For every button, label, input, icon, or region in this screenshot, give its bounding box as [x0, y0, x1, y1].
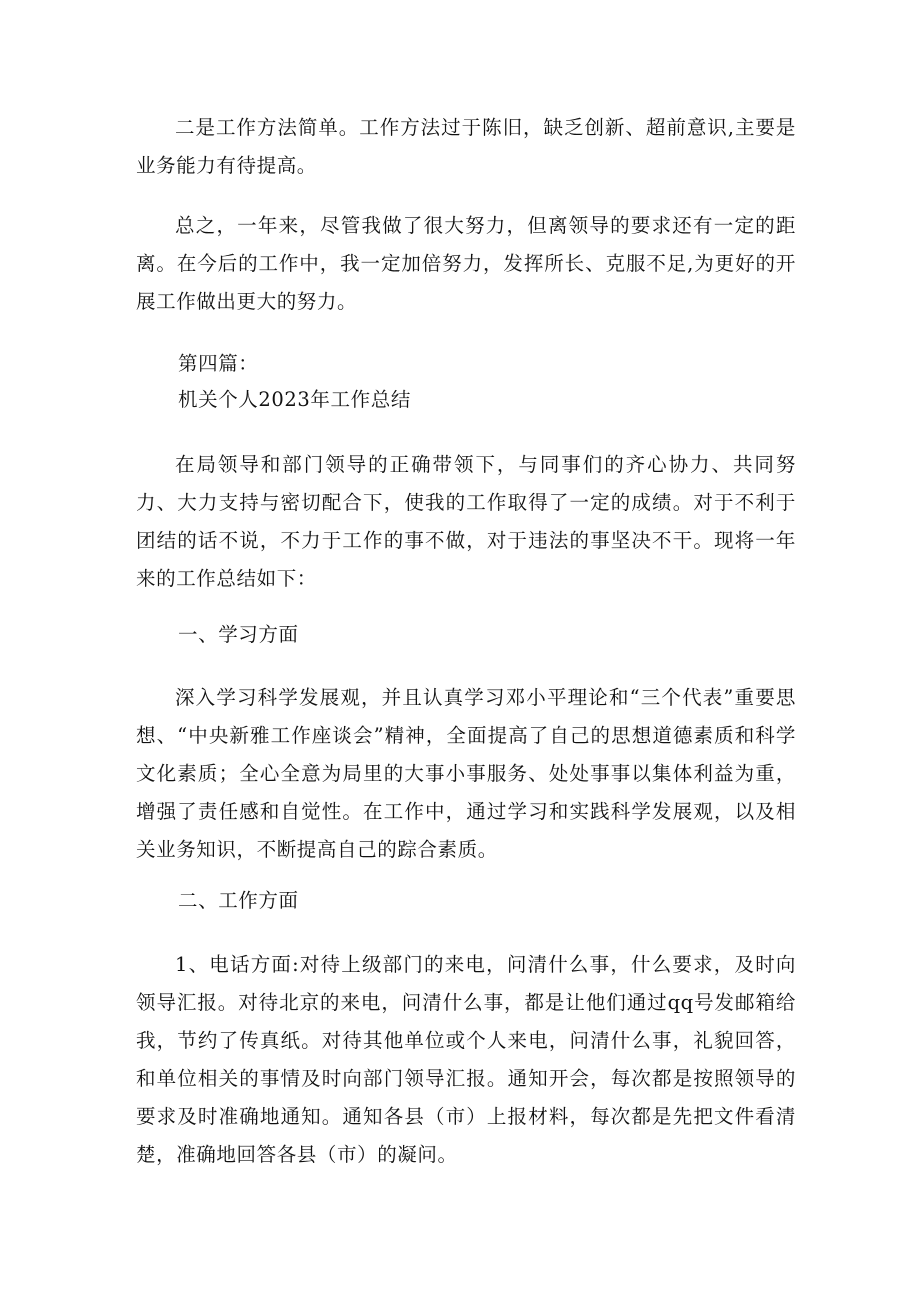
- paragraph-work-method: 二是工作方法简单。工作方法过于陈旧，缺乏创新、超前意识,主要是业务能力有待提高。: [136, 116, 796, 177]
- section-heading-study: 一、学习方面: [178, 623, 299, 646]
- paragraph-conclusion: 总之，一年来，尽管我做了很大努力，但离领导的要求还有一定的距离。在今后的工作中，我一定加倍努力，发挥所长、克服不足,为更好的开展工作做出更大的努力。: [136, 214, 796, 313]
- paragraph-intro: 在局领导和部门领导的正确带领下，与同事们的齐心协力、共同努力、大力支持与密切配合下，使我的工作取得了一定的成绩。对于不利于团结的话不说，不力于工作的事不做，对于违法的事坚决不干。现将一年来的工作总结如下：: [136, 453, 796, 590]
- part-label: 第四篇：: [178, 352, 259, 375]
- part-title: 机关个人2023年工作总结: [178, 388, 411, 411]
- paragraph-phone: 1、电话方面:对待上级部门的来电，问清什么事，什么要求，及时向领导汇报。对待北京的来电，问清什么事，都是让他们通过qq号发邮箱给我，节约了传真纸。对待其他单位或个人来电，问清什么事，礼貌回答，和单位相关的事情及时向部门领导汇报。通知开会，每次都是按照领导的要求及时准确地通知。通知各县（市）上报材料，每次都是先把文件看清楚，准确地回答各县（市）的凝问。: [136, 953, 796, 1166]
- paragraph-study: 深入学习科学发展观，并且认真学习邓小平理论和“三个代表”重要思想、“中央新雅工作座谈会”精神，全面提高了自己的思想道德素质和科学文化素质；全心全意为局里的大事小事服务、处处事事以集体利益为重，增强了责任感和自觉性。在工作中，通过学习和实践科学发展观，以及相关业务知识，不断提高自己的踪合素质。: [136, 686, 796, 861]
- section-heading-work: 二、工作方面: [178, 889, 299, 912]
